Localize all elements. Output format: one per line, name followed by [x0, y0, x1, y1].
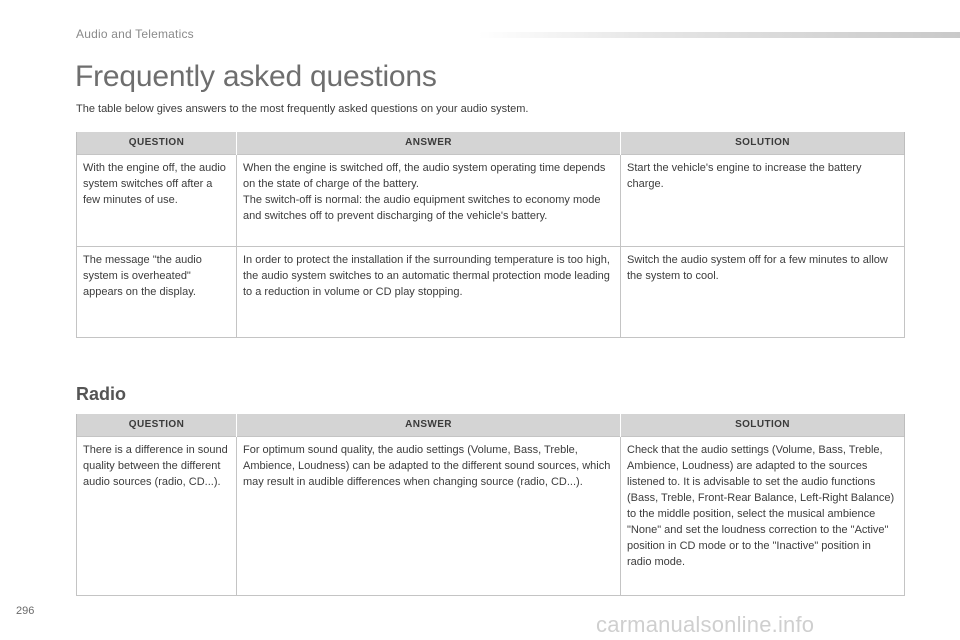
- page-title: Frequently asked questions: [75, 60, 437, 93]
- question-cell: The message "the audio system is overheated" appears on the display.: [77, 247, 237, 338]
- page-number: 296: [16, 605, 35, 617]
- solution-cell: Check that the audio settings (Volume, Bass, Treble, Ambience, Loudness) are adapted to the sources listened to. It is advisable to set the audio functions (Bass, Treble, Front-Rear Balance, Left-Right Balance) to the middle position, select the musical ambience "None" and set the loudness correction to the "Active" position in CD mode or to the "Inactive" position in radio mode.: [621, 437, 905, 596]
- solution-cell: Start the vehicle's engine to increase the battery charge.: [621, 155, 905, 247]
- radio-faq-table: [76, 414, 905, 596]
- column-header-question: QUESTION: [77, 132, 237, 155]
- answer-cell: In order to protect the installation if the surrounding temperature is too high, the audio system switches to an automatic thermal protection mode leading to a reduction in volume or CD play stopping.: [237, 247, 621, 338]
- table-row: [77, 437, 905, 596]
- table-header-row: [77, 414, 905, 437]
- solution-cell: Switch the audio system off for a few minutes to allow the system to cool.: [621, 247, 905, 338]
- column-header-answer: ANSWER: [237, 414, 621, 437]
- column-header-solution: SOLUTION: [621, 132, 905, 155]
- answer-cell: For optimum sound quality, the audio settings (Volume, Bass, Treble, Ambience, Loudness) can be adapted to the different sound sources, which may result in audible differences when changing source (radio, CD...).: [237, 437, 621, 596]
- watermark: carmanualsonline.info: [596, 612, 815, 637]
- faq-table: [76, 132, 905, 338]
- answer-cell: When the engine is switched off, the audio system operating time depends on the state of charge of the battery. The switch-off is normal: the audio equipment switches to economy mode and switches off to prevent discharging of the vehicle's battery.: [237, 155, 621, 247]
- table-row: [77, 155, 905, 247]
- radio-section-title: Radio: [76, 384, 127, 404]
- column-header-question: QUESTION: [77, 414, 237, 437]
- question-cell: There is a difference in sound quality between the different audio sources (radio, CD...).: [77, 437, 237, 596]
- table-row: [77, 247, 905, 338]
- header-gradient-bar: [478, 32, 960, 38]
- intro-text: The table below gives answers to the most frequently asked questions on your audio system.: [76, 103, 529, 115]
- question-cell: With the engine off, the audio system switches off after a few minutes of use.: [77, 155, 237, 247]
- column-header-solution: SOLUTION: [621, 414, 905, 437]
- column-header-answer: ANSWER: [237, 132, 621, 155]
- table-header-row: [77, 132, 905, 155]
- section-header: Audio and Telematics: [76, 27, 194, 41]
